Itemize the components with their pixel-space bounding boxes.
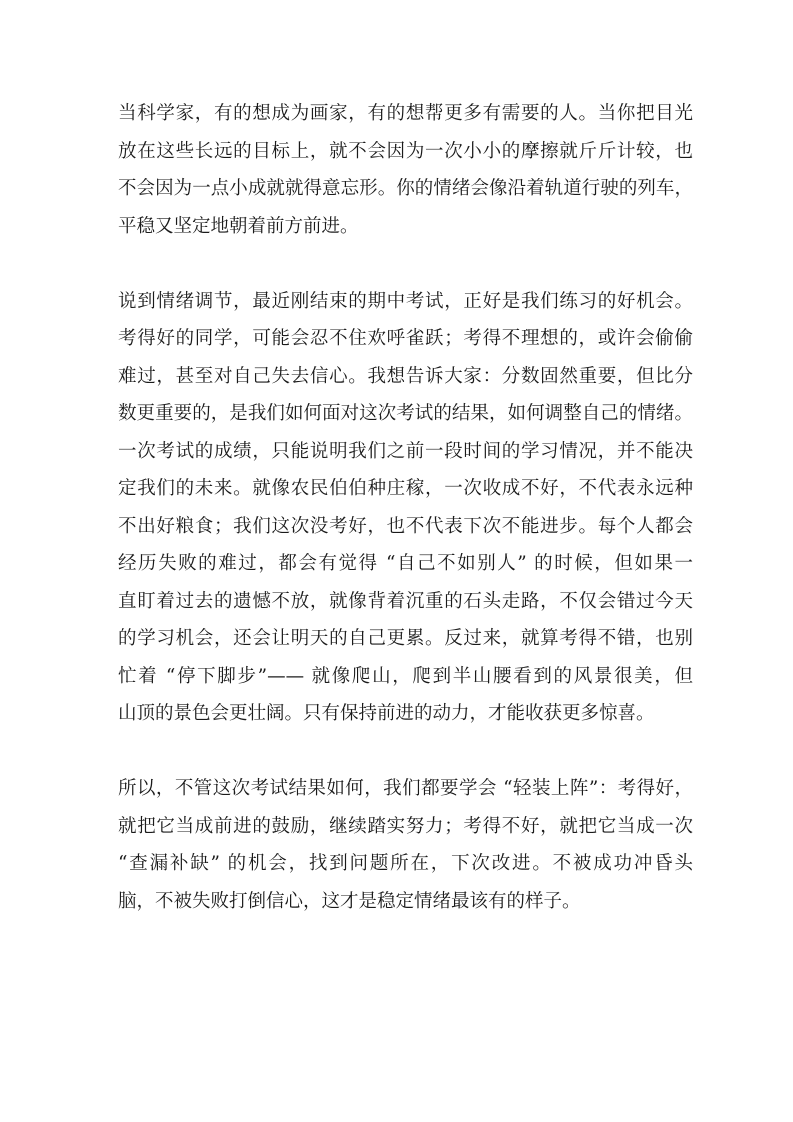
text-line: 一次考试的成绩，只能说明我们之前一段时间的学习情况，并不能决 (118, 440, 693, 462)
paragraph-3 (118, 770, 693, 920)
paragraph-1 (118, 95, 693, 245)
text-line: 难过，甚至对自己失去信心。我想告诉大家：分数固然重要，但比分 (118, 365, 693, 387)
text-line: 脑，不被失败打倒信心，这才是稳定情绪最该有的样子。 (118, 890, 581, 912)
text-line: 所以，不管这次考试结果如何，我们都要学会 “轻装上阵”：考得好， (118, 778, 693, 799)
document-body (118, 95, 693, 920)
text-line: 山顶的景色会更壮阔。只有保持前进的动力，才能收获更多惊喜。 (118, 703, 655, 724)
text-line: 经历失败的难过，都会有觉得 “自己不如别人” 的时候，但如果一 (118, 553, 693, 574)
text-line: 忙着 “停下脚步”—— 就像爬山，爬到半山腰看到的风景很美，但 (118, 665, 693, 687)
paragraph-2 (118, 283, 693, 733)
text-line: 平稳又坚定地朝着前方前进。 (118, 215, 359, 237)
paragraph-spacer (118, 733, 693, 771)
paragraph-spacer (118, 245, 693, 283)
text-line: 不会因为一点小成就就得意忘形。你的情绪会像沿着轨道行驶的列车， (118, 178, 693, 199)
text-line: 当科学家，有的想成为画家，有的想帮更多有需要的人。当你把目光 (118, 103, 693, 124)
text-line: “查漏补缺” 的机会，找到问题所在，下次改进。不被成功冲昏头 (118, 853, 693, 874)
text-line: 直盯着过去的遗憾不放，就像背着沉重的石头走路，不仅会错过今天 (118, 590, 693, 612)
text-line: 不出好粮食；我们这次没考好，也不代表下次不能进步。每个人都会 (118, 515, 693, 537)
text-line: 的学习机会，还会让明天的自己更累。反过来，就算考得不错，也别 (118, 628, 693, 649)
text-line: 定我们的未来。就像农民伯伯种庄稼，一次收成不好，不代表永远种 (118, 478, 693, 499)
text-line: 考得好的同学，可能会忍不住欢呼雀跃；考得不理想的，或许会偷偷 (118, 328, 693, 349)
text-line: 放在这些长远的目标上，就不会因为一次小小的摩擦就斤斤计较，也 (118, 140, 693, 162)
text-line: 数更重要的，是我们如何面对这次考试的结果，如何调整自己的情绪。 (118, 403, 693, 424)
text-line: 就把它当成前进的鼓励，继续踏实努力；考得不好，就把它当成一次 (118, 815, 693, 837)
text-line: 说到情绪调节，最近刚结束的期中考试，正好是我们练习的好机会。 (118, 290, 693, 312)
